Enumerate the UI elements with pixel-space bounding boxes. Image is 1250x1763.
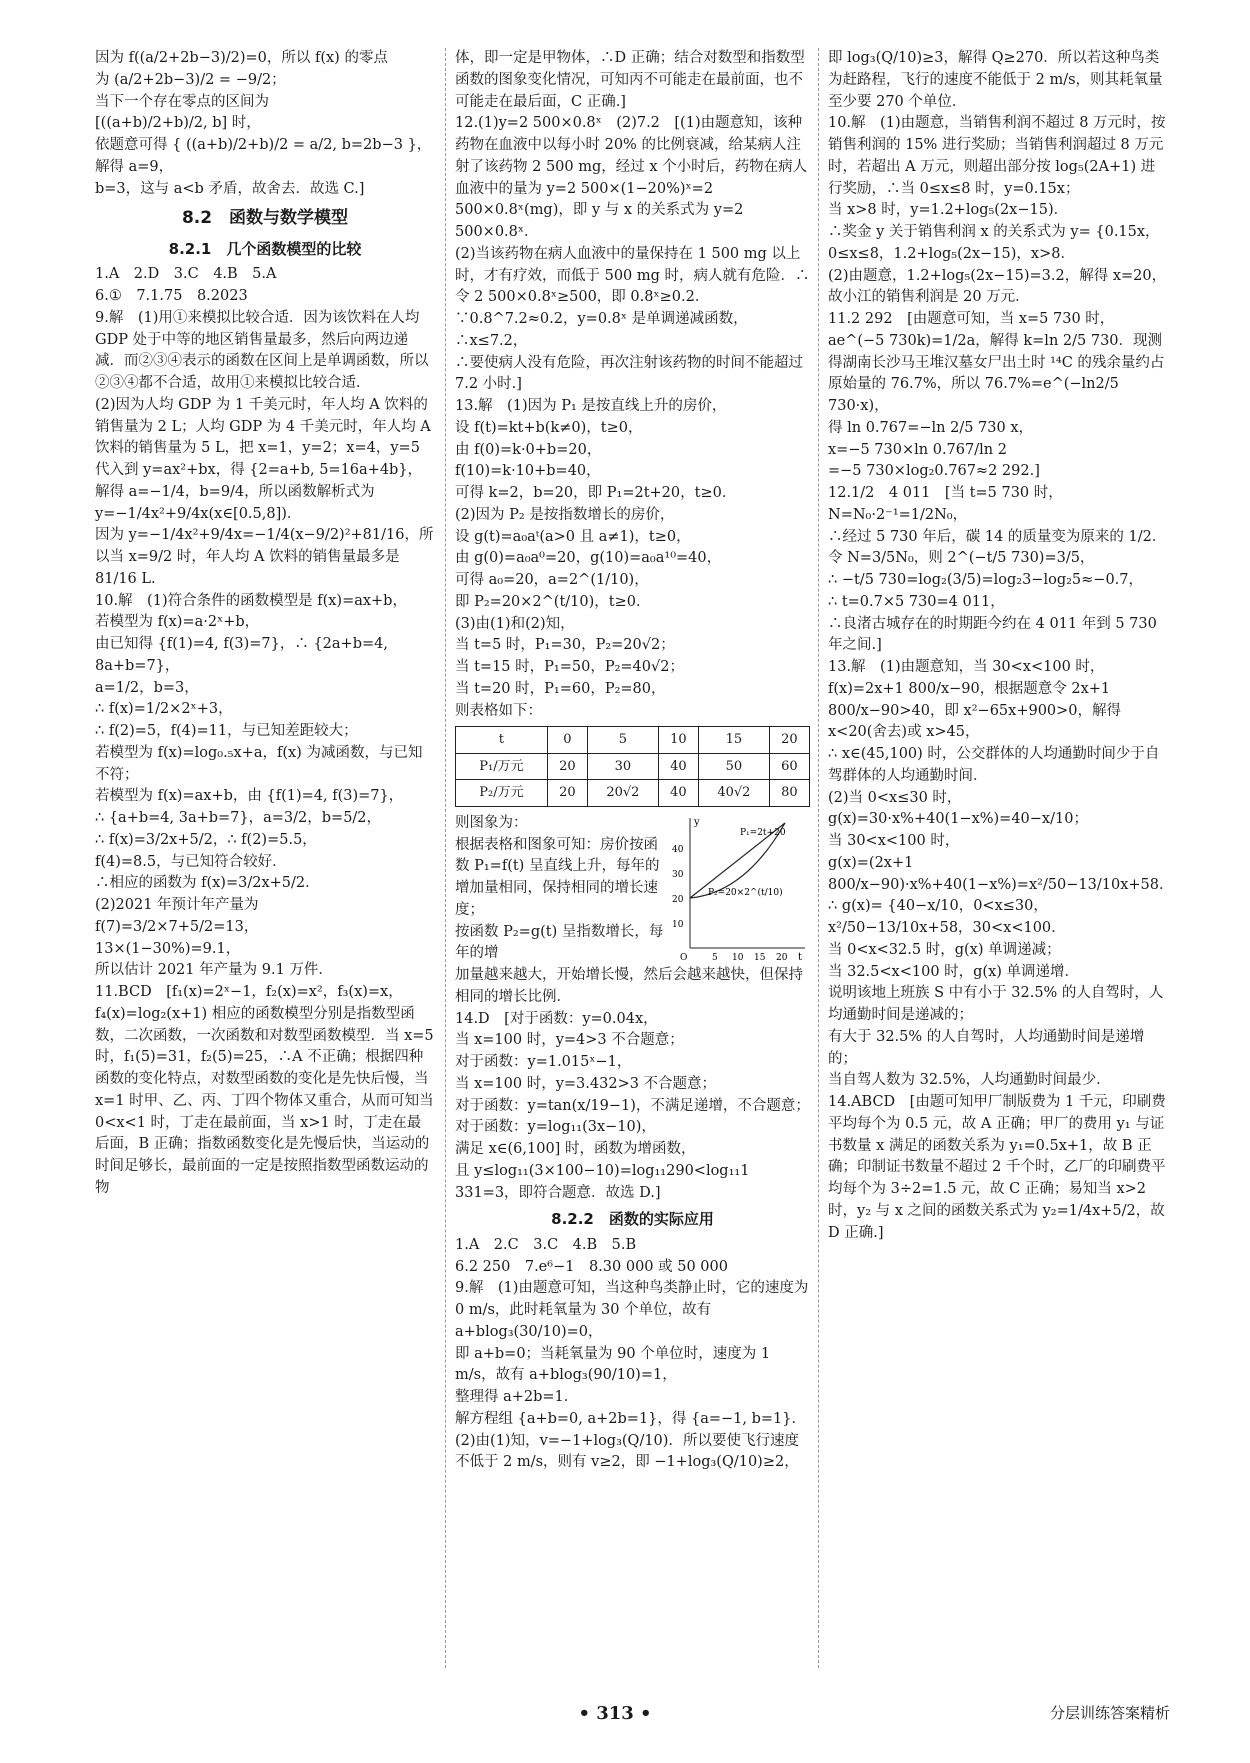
- table-cell: 20√2: [587, 780, 658, 807]
- paragraph: f(10)=k·10+b=40，: [455, 463, 601, 480]
- col2b-paragraphs: [455, 965, 810, 1204]
- paragraph: 13×(1−30%)=9.1，: [95, 940, 241, 957]
- paragraph: 若模型为 f(x)=a·2ˣ+b，: [95, 614, 260, 631]
- col2-paragraphs: [455, 48, 810, 722]
- paragraph: 由 f(0)=k·0+b=20，: [455, 441, 602, 458]
- paragraph: ∴良渚古城存在的时期距今约在 4 011 年到 5 730 年之间.]: [828, 615, 1157, 654]
- col2c-paragraphs: [455, 1235, 810, 1474]
- paragraph: 6.2 250 7.e⁶−1 8.30 000 或 50 000: [455, 1258, 728, 1275]
- col1-paragraphs: [95, 48, 435, 200]
- paragraph: ∴ f(2)=5，f(4)=11，与已知差距较大；: [95, 723, 358, 739]
- paragraph: 当自驾人数为 32.5%，人均通勤时间最少．: [828, 1072, 1111, 1089]
- paragraph: 且 y≤log₁₁(3×100−10)=log₁₁290<log₁₁1 331=3，即符合题意．故选 D.]: [455, 1162, 750, 1201]
- paragraph: 当下一个存在零点的区间为: [95, 93, 269, 110]
- graph-block: [455, 813, 810, 965]
- paragraph: ∴要使病人没有危险，再次注射该药物的时间不能超过 7.2 小时.]: [455, 354, 803, 393]
- paragraph: 当 t=5 时，P₁=30，P₂=20√2；: [455, 637, 675, 654]
- table-cell: 40: [658, 753, 698, 780]
- paragraph: 体，即一定是甲物体，∴D 正确；结合对数型和指数型函数的图象变化情况，可知丙不可能走在最前面，也不可能走在最后面，C 正确.]: [455, 50, 805, 110]
- paragraph: 10.解 (1)由题意，当销售利润不超过 8 万元时，按销售利润的 15% 进行奖励；当销售利润超过 8 万元时，若超出 A 万元，则超出部分按 log₅(2A+1) 进行奖励，∴当 0≤x≤8 时，y=0.15x；: [828, 115, 1166, 197]
- paragraph: (2)当 0<x≤30 时，g(x)=30·x%+40(1−x%)=40−x/10；: [828, 789, 1088, 828]
- y-axis-label: y: [694, 816, 700, 828]
- paragraph: (2)2021 年预计年产量为: [95, 897, 259, 913]
- paragraph: 13.解 (1)因为 P₁ 是按直线上升的房价，: [455, 398, 727, 414]
- paragraph: 6.① 7.1.75 8.2023: [95, 288, 248, 304]
- table-cell: 50: [698, 753, 769, 780]
- column-right: [828, 48, 1174, 1244]
- paragraph: a=1/2，b=3，: [95, 679, 199, 696]
- table-row: [456, 727, 810, 754]
- table-row: [456, 780, 810, 807]
- paragraph: 因为 f((a/2+2b−3)/2)=0，所以 f(x) 的零点: [95, 50, 388, 66]
- paragraph: ∴ f(x)=1/2×2ˣ+3，: [95, 701, 233, 718]
- paragraph: ∴相应的函数为 f(x)=3/2x+5/2．: [95, 875, 320, 892]
- footer-label: 分层训练答案精析: [1049, 1704, 1170, 1722]
- x-tick-label: O: [680, 952, 688, 963]
- table-cell: t: [456, 727, 548, 754]
- y-tick-label: 40: [672, 844, 684, 855]
- column-middle: [455, 48, 810, 1474]
- paragraph: 12.(1)y=2 500×0.8ˣ (2)7.2 [(1)由题意知，该种药物在血液中以每小时 20% 的比例衰减，给某病人注射了该药物 2 500 mg，经过 x 个小时后，药物在病人血液中的量为 y=2 500×(1−20%)ˣ=2 500×0.8ˣ(mg)，即 y 与 x 的关系式为 y=2 500×0.8ˣ．: [455, 115, 808, 240]
- paragraph: 当 t=20 时，P₁=60，P₂=80，: [455, 680, 666, 697]
- x-tick-label: 20: [776, 952, 788, 963]
- table-cell: 80: [769, 780, 809, 807]
- paragraph: (3)由(1)和(2)知，: [455, 615, 575, 632]
- paragraph: 按函数 P₂=g(t) 呈指数增长，每年的增: [455, 923, 664, 962]
- paragraph: 14.ABCD [由题可知甲厂制版费为 1 千元，印刷费平均每个为 0.5 元，故 A 正确；甲厂的费用 y₁ 与证书数量 x 满足的函数关系为 y₁=0.5x+1，故 B 正确；印制证书数量不超过 2 千个时，乙厂的印刷费平均每个为 3÷2=1.5 元，故 C 正确；易知当 x>2 时，y₂ 与 x 之间的函数关系式为 y₂=1/4x+5/2，故 D 正确.]: [828, 1094, 1166, 1241]
- paragraph: ∴ f(x)=3/2x+5/2，∴ f(2)=5.5，: [95, 831, 317, 848]
- paragraph: f(7)=3/2×7+5/2=13，: [95, 918, 259, 935]
- paragraph: (2)当该药物在病人血液中的量保持在 1 500 mg 以上时，才有疗效，而低于 500 mg 时，病人就有危险．∴令 2 500×0.8ˣ≥500，即 0.8ˣ≥0.2．∵0.8^7.2≈0.2，y=0.8ˣ 是单调递减函数，∴x≤7.2，: [455, 245, 810, 349]
- paragraph: 当 30<x<100 时，: [828, 833, 960, 849]
- table-row: [456, 753, 810, 780]
- table-cell: 10: [658, 727, 698, 754]
- paragraph: 13.解 (1)由题意知，当 30<x<100 时，f(x)=2x+1 800/x−90，根据题意令 2x+1 800/x−90>40，即 x²−65x+900>0，解得 x<20(舍去)或 x>45，: [828, 659, 1122, 741]
- paragraph: 可得 k=2，b=20，即 P₁=2t+20，t≥0．: [455, 485, 737, 501]
- paragraph: 9.解 (1)由题意可知，当这种鸟类静止时，它的速度为 0 m/s，此时耗氧量为 30 个单位，故有 a+blog₃(30/10)=0，: [455, 1280, 809, 1340]
- paragraph: 则图象为：: [455, 814, 528, 831]
- paragraph: 令 N=3/5N₀，则 2^(−t/5 730)=3/5，: [828, 550, 1095, 567]
- paragraph: 即 a+b=0；当耗氧量为 90 个单位时，速度为 1 m/s，故有 a+blog₃(90/10)=1，: [455, 1345, 771, 1384]
- paragraph: 设 g(t)=a₀aᵗ(a>0 且 a≠1)，t≥0，: [455, 528, 691, 545]
- paragraph: 即 log₃(Q/10)≥3，解得 Q≥270．所以若这种鸟类为赶路程，飞行的速度不能低于 2 m/s，则其耗氧量至少要 270 个单位．: [828, 50, 1163, 110]
- paragraph: ∴ x∈(45,100) 时，公交群体的人均通勤时间少于自驾群体的人均通勤时间．: [828, 746, 1160, 784]
- paragraph: 因为 y=−1/4x²+9/4x=−1/4(x−9/2)²+81/16，所以当 x=9/2 时，年人均 A 饮料的销售量最多是 81/16 L.: [95, 527, 434, 587]
- paragraph: 若模型为 f(x)=ax+b，由 {f(1)=4, f(3)=7}，: [95, 788, 404, 805]
- table-cell: 60: [769, 753, 809, 780]
- paragraph: 当 32.5<x<100 时，g(x) 单调递增．: [828, 963, 1080, 980]
- table-cell: 40√2: [698, 780, 769, 807]
- paragraph: 对于函数：y=tan(x/19−1)，不满足递增，不合题意；: [455, 1097, 810, 1114]
- paragraph: 满足 x∈(6,100] 时，函数为增函数，: [455, 1141, 696, 1157]
- p2-label: P₂=20×2^(t/10): [708, 887, 783, 898]
- paragraph: 整理得 a+2b=1．: [455, 1389, 579, 1405]
- paragraph: ∴奖金 y 关于销售利润 x 的关系式为 y= {0.15x，0≤x≤8，1.2+log₅(2x−15)，x>8．: [828, 224, 1160, 262]
- paragraph: 9.解 (1)用①来模拟比较合适．因为该饮料在人均 GDP 处于中等的地区销售量最多，然后向两边递减．而②③④表示的函数在区间上是单调函数，所以②③④都不合适，故用①来模拟比较合适．: [95, 309, 429, 391]
- paragraph: (2)因为人均 GDP 为 1 千美元时，年人均 A 饮料的销售量为 2 L；人均 GDP 为 4 千美元时，年人均 A 饮料的销售量为 5 L，把 x=1，y=2；x=4，y=5 代入到 y=ax²+bx，得 {2=a+b, 5=16a+4b}，解得 a=−1/4，b=9/4，所以函数解析式为 y=−1/4x²+9/4x(x∈[0.5,8])．: [95, 396, 431, 522]
- paragraph: 当 x=100 时，y=3.432>3 不合题意；: [455, 1075, 717, 1092]
- p1-label: P₁=2t+20: [740, 827, 786, 838]
- paragraph: 解方程组 {a+b=0, a+2b=1}，得 {a=−1, b=1}．: [455, 1410, 807, 1427]
- paragraph: ∴ t=0.7×5 730=4 011，: [828, 593, 1005, 610]
- paragraph: 11.BCD [f₁(x)=2ˣ−1，f₂(x)=x²，f₃(x)=x，f₄(x)=log₂(x+1) 相应的函数模型分别是指数型函数，二次函数，一次函数和对数型函数模型．当 x=5 时，f₁(5)=31，f₂(5)=25，∴A 不正确；根据四种函数的变化特点，对数型函数的变化是先快后慢，当 x=1 时甲、乙、丙、丁四个物体又重合，从而可知当 0<x<1 时，丁走在最前面，当 x>1 时，丁走在最后面，B 正确；指数函数变化是先慢后快，当运动的时间足够长，最前面的一定是按照指数型函数运动的物: [95, 984, 434, 1196]
- paragraph: 12.1/2 4 011 [当 t=5 730 时，: [828, 485, 1063, 501]
- table-cell: P₁/万元: [456, 753, 548, 780]
- table-cell: P₂/万元: [456, 780, 548, 807]
- table-cell: 30: [587, 753, 658, 780]
- paragraph: 由 g(0)=a₀a⁰=20，g(10)=a₀a¹⁰=40，: [455, 550, 722, 567]
- paragraph: 设 f(t)=kt+b(k≠0)，t≥0，: [455, 419, 643, 436]
- graph-text: [455, 813, 664, 965]
- y-tick-label: 20: [672, 894, 684, 905]
- paragraph: 当 x>8 时，y=1.2+log₅(2x−15)．: [828, 202, 1069, 219]
- subsection-title: 8.2.2 函数的实际应用: [551, 1210, 714, 1229]
- paragraph: 对于函数：y=1.015ˣ−1，: [455, 1054, 632, 1070]
- x-tick-label: 15: [754, 952, 766, 963]
- col3-paragraphs: [828, 48, 1174, 1244]
- paragraph: 10.解 (1)符合条件的函数模型是 f(x)=ax+b，: [95, 592, 407, 609]
- paragraph: 当 0<x<32.5 时，g(x) 单调递减；: [828, 941, 1061, 958]
- paragraph: =−5 730×log₂0.767≈2 292.]: [828, 463, 1040, 480]
- col1b-paragraphs: [95, 264, 435, 1199]
- paragraph: N=N₀·2⁻¹=1/2N₀，: [828, 506, 968, 523]
- paragraph: ∴ g(x)= {40−x/10，0<x≤30，x²/50−13/10x+58，30<x<100．: [828, 898, 1066, 936]
- paragraph: 根据表格和图象可知：房价按函数 P₁=f(t) 呈直线上升，每年的增加量相同，保持相同的增长速度；: [455, 836, 660, 918]
- page-number: • 313 •: [578, 1703, 652, 1724]
- paragraph: 对于函数：y=log₁₁(3x−10)，: [455, 1119, 656, 1136]
- paragraph: 当 x=100 时，y=4>3 不合题意；: [455, 1032, 684, 1049]
- subsection-title: 8.2.1 几个函数模型的比较: [168, 239, 362, 258]
- paragraph: 说明该地上班族 S 中有小于 32.5% 的人自驾时，人均通勤时间是递减的；: [828, 985, 1164, 1023]
- price-table: [455, 726, 810, 807]
- table-cell: 0: [547, 727, 587, 754]
- paragraph: (2)由题意，1.2+log₅(2x−15)=3.2，解得 x=20，: [828, 267, 1167, 284]
- section-title: 8.2 函数与数学模型: [181, 208, 349, 229]
- paragraph: 得 ln 0.767=−ln 2/5 730 x，: [828, 419, 1033, 436]
- paragraph: 可得 a₀=20，a=2^(1/10)，: [455, 572, 649, 588]
- x-axis-label: t: [798, 951, 803, 963]
- table-cell: 20: [769, 727, 809, 754]
- paragraph: 由已知得 {f(1)=4, f(3)=7}，∴ {2a+b=4, 8a+b=7}，: [95, 636, 388, 674]
- paragraph: 即 P₂=20×2^(t/10)，t≥0．: [455, 593, 651, 610]
- paragraph: b=3，这与 a<b 矛盾，故舍去．故选 C.]: [95, 180, 365, 197]
- paragraph: ∴ {a+b=4, 3a+b=7}，a=3/2，b=5/2，: [95, 810, 382, 826]
- paragraph: g(x)=(2x+1 800/x−90)·x%+40(1−x%)=x²/50−13/10x+58．: [828, 854, 1174, 893]
- column-divider: [818, 48, 819, 1668]
- column-left: [95, 48, 435, 1200]
- table-cell: 5: [587, 727, 658, 754]
- paragraph: 为 (a/2+2b−3)/2 = −9/2；: [95, 71, 286, 88]
- paragraph: 1.A 2.D 3.C 4.B 5.A: [95, 266, 277, 283]
- y-tick-label: 30: [672, 869, 684, 880]
- paragraph: 故小江的销售利润是 20 万元．: [828, 289, 1030, 306]
- paragraph: 11.2 292 [由题意可知，当 x=5 730 时，ae^(−5 730k)=1/2a，解得 k=ln 2/5 730．现测得湖南长沙马王堆汉墓女尸出土时 ¹⁴C 的残余量约占原始量的 76.7%，所以 76.7%=e^(−ln2/5 730·x)，: [828, 311, 1165, 414]
- paragraph: 依题意可得 { ((a+b)/2+b)/2 = a/2, b=2b−3 }，解得 a=9，: [95, 137, 432, 175]
- table-cell: 40: [658, 780, 698, 807]
- paragraph: 有大于 32.5% 的人自驾时，人均通勤时间是递增的；: [828, 1028, 1145, 1067]
- paragraph: ∴经过 5 730 年后，碳 14 的质量变为原来的 1/2．: [828, 528, 1167, 545]
- price-graph: [670, 813, 810, 963]
- paragraph: 当 t=15 时，P₁=50，P₂=40√2；: [455, 659, 684, 675]
- paragraph: 14.D [对于函数：y=0.04x，: [455, 1010, 658, 1027]
- paragraph: 1.A 2.C 3.C 4.B 5.B: [455, 1236, 637, 1253]
- table-cell: 20: [547, 753, 587, 780]
- paragraph: 则表格如下：: [455, 702, 542, 719]
- paragraph: f(4)=8.5，与已知符合较好．: [95, 853, 287, 870]
- paragraph: 若模型为 f(x)=log₀.₅x+a，f(x) 为减函数，与已知不符；: [95, 744, 423, 783]
- table-cell: 15: [698, 727, 769, 754]
- paragraph: [((a+b)/2+b)/2, b] 时，: [95, 115, 261, 132]
- paragraph: 加量越来越大，开始增长慢，然后会越来越快，但保持相同的增长比例．: [455, 967, 803, 1005]
- table-cell: 20: [547, 780, 587, 807]
- y-tick-label: 10: [672, 919, 684, 930]
- paragraph: x=−5 730×ln 0.767/ln 2: [828, 441, 1007, 458]
- paragraph: 所以估计 2021 年产量为 9.1 万件．: [95, 962, 333, 979]
- column-divider: [445, 48, 446, 1668]
- paragraph: (2)因为 P₂ 是按指数增长的房价，: [455, 506, 675, 523]
- x-tick-label: 5: [712, 952, 718, 963]
- x-tick-label: 10: [732, 952, 744, 963]
- paragraph: (2)由(1)知，v=−1+log₃(Q/10)．所以要使飞行速度不低于 2 m/s，则有 v≥2，即 −1+log₃(Q/10)≥2，: [455, 1432, 799, 1471]
- paragraph: ∴ −t/5 730=log₂(3/5)=log₂3−log₂5≈−0.7，: [828, 572, 1143, 588]
